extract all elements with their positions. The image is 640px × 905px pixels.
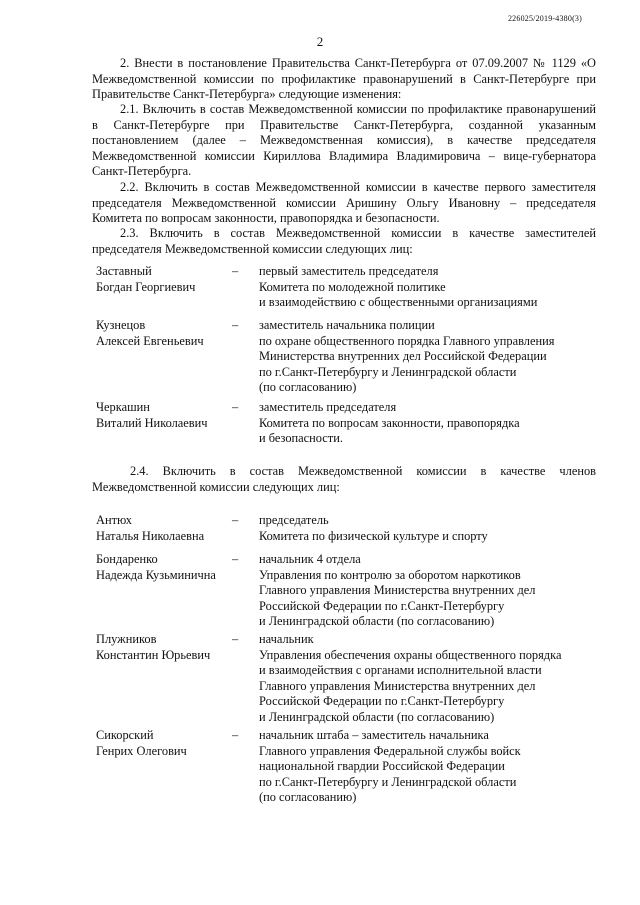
dash: –	[232, 632, 239, 646]
document-number: 226025/2019-4380(3)	[507, 14, 582, 23]
paragraph-2-3: 2.3. Включить в состав Межведомственной комиссии в качестве заместителей председателя Межведомственной комиссии следующих лиц:	[92, 226, 596, 256]
page-number: 2	[316, 34, 324, 49]
person-name: Сикорский Генрих Олегович	[96, 728, 187, 758]
paragraph-2-2: 2.2. Включить в состав Межведомственной комиссии в качестве первого заместителя председателя Межведомственной комиссии Аришину Ольгу Ивановну – председателя Комитета по вопросам законности, правопорядка и безопасности.	[92, 180, 596, 226]
dash: –	[232, 513, 239, 527]
person-name: Бондаренко Надежда Кузьминична	[96, 552, 216, 582]
person-role: заместитель председателя Комитета по вопросам законности, правопорядка и безопасности.	[259, 400, 520, 446]
paragraph-2-4: 2.4. Включить в состав Межведомственной комиссии в качестве членов Межведомственной комиссии следующих лиц:	[92, 464, 596, 494]
dash: –	[232, 552, 239, 566]
person-name: Черкашин Виталий Николаевич	[96, 400, 208, 430]
person-role: первый заместитель председателя Комитета по молодежной политике и взаимодействию с общественными организациями	[259, 264, 538, 310]
person-name: Антюх Наталья Николаевна	[96, 513, 205, 543]
person-role: начальник 4 отдела Управления по контролю за оборотом наркотиков Главного управления Министерства внутренних дел Российской Федерации по г.Санкт-Петербургу и Ленинградской области (по согласованию)	[259, 552, 536, 629]
paragraph-2: 2. Внести в постановление Правительства Санкт-Петербурга от 07.09.2007 № 1129 «О Межведомственной комиссии по профилактике правонарушений в Санкт-Петербурге при Правительстве Санкт-Петербурга» следующие изменения:	[92, 56, 596, 102]
person-role: заместитель начальника полиции по охране общественного порядка Главного управления Министерства внутренних дел Российской Федерации по г.Санкт-Петербургу и Ленинградской области (по согласованию)	[259, 318, 555, 395]
dash: –	[232, 264, 239, 278]
dash: –	[232, 728, 239, 742]
dash: –	[232, 318, 239, 332]
person-name: Плужников Константин Юрьевич	[96, 632, 211, 662]
person-role: начальник штаба – заместитель начальника Главного управления Федеральной службы войск национальной гвардии Российской Федерации по г.Санкт-Петербургу и Ленинградской области (по согласованию)	[259, 728, 521, 805]
person-role: председатель Комитета по физической культуре и спорту	[259, 513, 488, 543]
dash: –	[232, 400, 239, 414]
person-name: Кузнецов Алексей Евгеньевич	[96, 318, 204, 348]
person-role: начальник Управления обеспечения охраны общественного порядка и взаимодействия с органами исполнительной власти Главного управления Министерства внутренних дел Российской Федерации по г.Санкт-Петербургу и Ленинградской области (по согласованию)	[259, 632, 562, 724]
person-name: Заставный Богдан Георгиевич	[96, 264, 196, 294]
paragraph-2-1: 2.1. Включить в состав Межведомственной комиссии по профилактике правонарушений в Санкт-Петербурге при Правительстве Санкт-Петербурга, созданной указанным постановлением (далее – Межведомственная комиссия), в качестве председателя Межведомственной комиссии Кириллова Владимира Владимировича – вице-губернатора Санкт-Петербурга.	[92, 102, 596, 179]
